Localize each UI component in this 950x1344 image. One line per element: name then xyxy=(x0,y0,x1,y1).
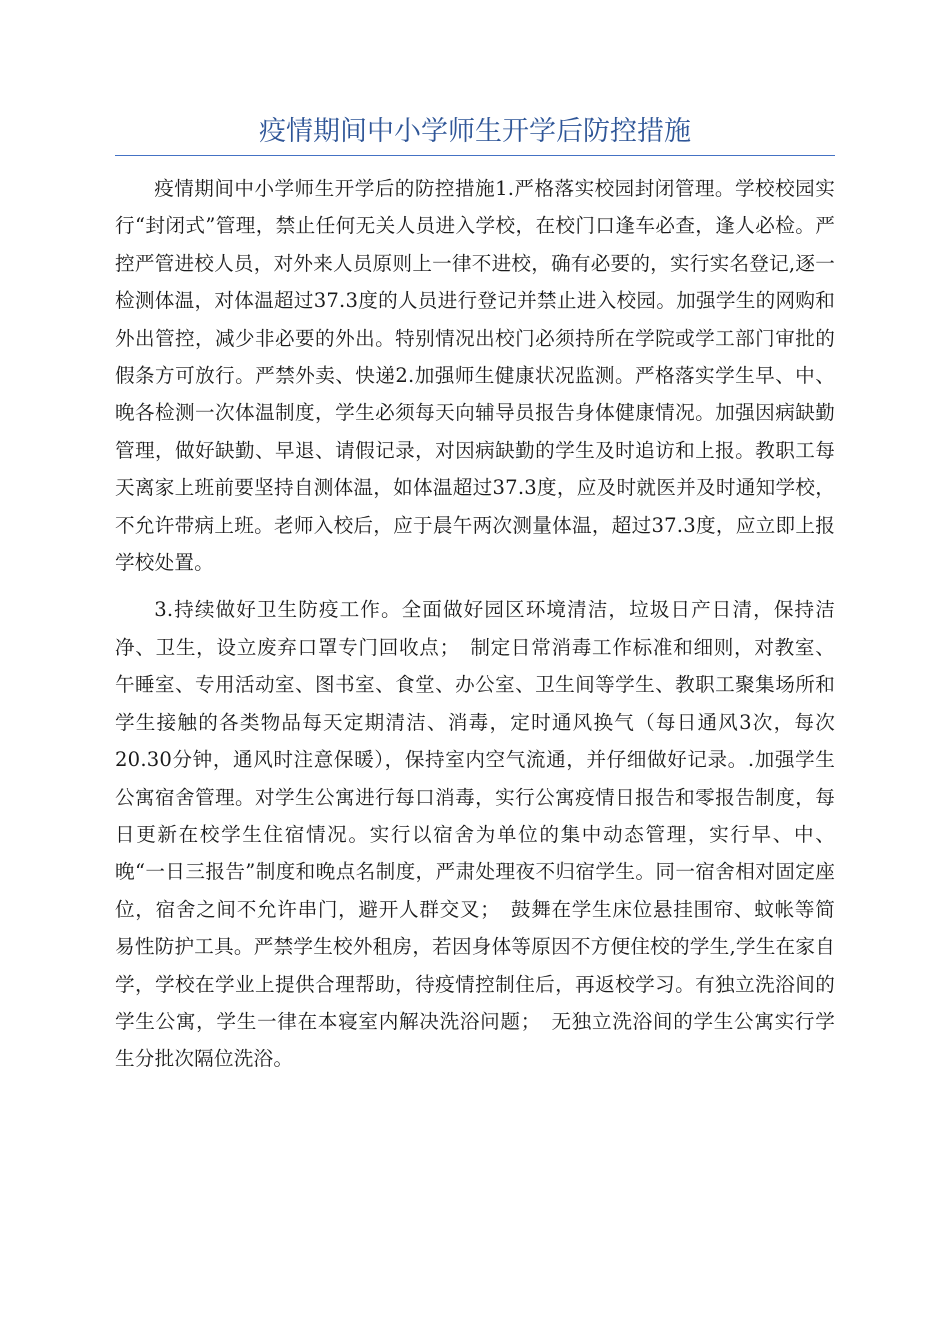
document-body xyxy=(115,170,835,1078)
paragraph-2: 3.持续做好卫生防疫工作。全面做好园区环境清洁，垃圾日产日清，保持洁净、卫生，设立废弃口罩专门回收点； 制定日常消毒工作标准和细则，对教室、午睡室、专用活动室、图书室、食堂、办公室、卫生间等学生、教职工聚集场所和学生接触的各类物品每天定期清洁、消毒，定时通风换气（每日通风3次，每次20.30分钟，通风时注意保暖），保持室内空气流通，并仔细做好记录。.加强学生公寓宿舍管理。对学生公寓进行每口消毒，实行公寓疫情日报告和零报告制度，每日更新在校学生住宿情况。实行以宿舍为单位的集中动态管理，实行早、中、晚“一日三报告”制度和晚点名制度，严肃处理夜不归宿学生。同一宿舍相对固定座位，宿舍之间不允许串门，避开人群交叉； 鼓舞在学生床位悬挂围帘、蚊帐等简易性防护工具。严禁学生校外租房，若因身体等原因不方便住校的学生,学生在家自学，学校在学业上提供合理帮助，待疫情控制住后，再返校学习。有独立洗浴间的学生公寓，学生一律在本寝室内解决洗浴问题； 无独立洗浴间的学生公寓实行学生分批次隔位洗浴。 xyxy=(115,598,835,1071)
paragraph-1: 疫情期间中小学师生开学后的防控措施1.严格落实校园封闭管理。学校校园实行“封闭式”管理，禁止任何无关人员进入学校，在校门口逢车必查，逢人必检。严控严管进校人员，对外来人员原则上一律不进校，确有必要的，实行实名登记,逐一检测体温，对体温超过37.3度的人员进行登记并禁止进入校园。加强学生的网购和外出管控，减少非必要的外出。特别情况出校门必须持所在学院或学工部门审批的假条方可放行。严禁外卖、快递2.加强师生健康状况监测。严格落实学生早、中、晚各检测一次体温制度，学生必须每天向辅导员报告身体健康情况。加强因病缺勤管理，做好缺勤、早退、请假记录，对因病缺勤的学生及时追访和上报。教职工每天离家上班前要坚持自测体温，如体温超过37.3度，应及时就医并及时通知学校，不允许带病上班。老师入校后，应于晨午两次测量体温，超过37.3度，应立即上报学校处置。 xyxy=(115,177,835,575)
title-underline xyxy=(115,155,835,156)
document-title: 疫情期间中小学师生开学后防控措施 xyxy=(259,116,691,147)
